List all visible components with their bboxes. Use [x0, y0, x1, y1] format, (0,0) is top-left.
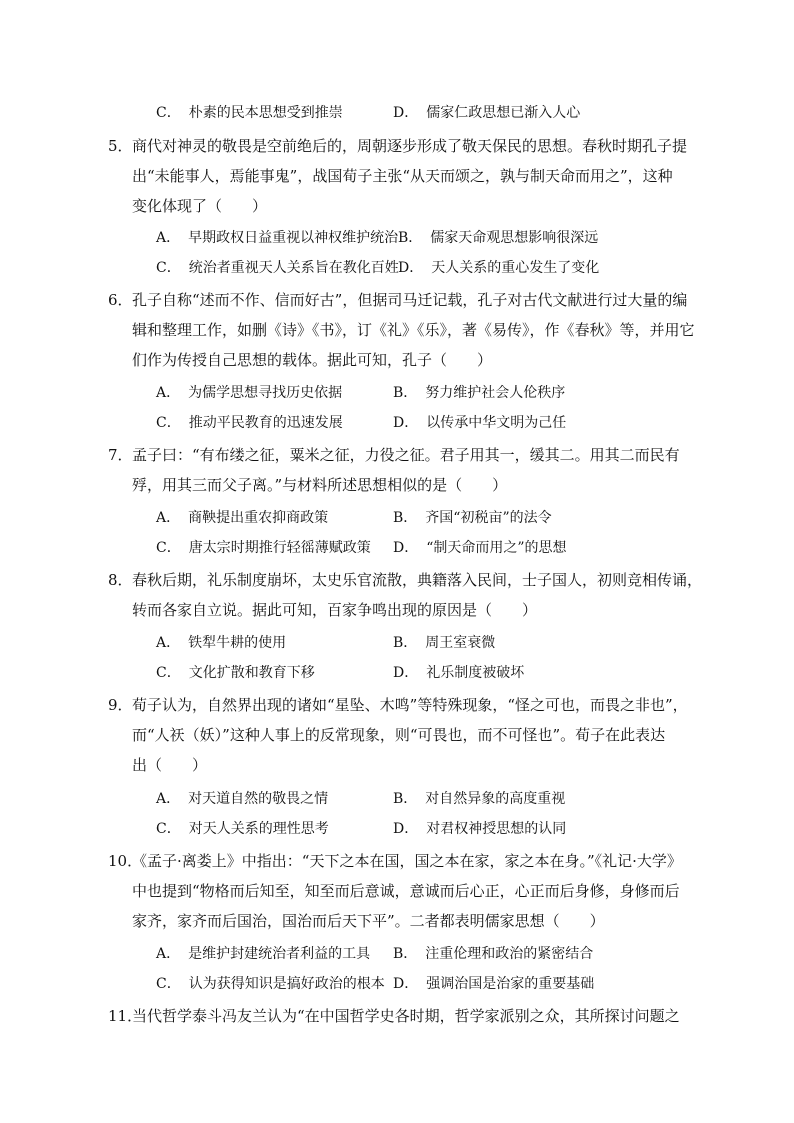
- option-letter: C．: [156, 665, 181, 681]
- question-text: 《孟子·离娄上》中指出：“天下之本在国，国之本在家，家之本在身。”《礼记·大学》: [132, 852, 682, 870]
- question-8-line-2: [132, 600, 692, 620]
- question-text: 辑和整理工作，如删《诗》《书》，订《礼》《乐》，著《易传》，作《春秋》等，并用它: [132, 321, 695, 339]
- option-text: 铁犁牛耕的使用: [188, 635, 287, 651]
- option-text: 对自然异象的高度重视: [425, 791, 566, 807]
- q7-option-d: [393, 538, 567, 558]
- question-number: 10．: [108, 852, 143, 870]
- option-letter: B．: [398, 230, 423, 246]
- question-6-line-1: [108, 290, 692, 310]
- option-text: 儒家天命观思想影响很深远: [430, 230, 599, 246]
- option-text: 儒家仁政思想已渐入人心: [426, 105, 581, 121]
- option-letter: A．: [156, 385, 181, 401]
- option-letter: B．: [393, 385, 418, 401]
- option-letter: A．: [156, 635, 181, 651]
- question-7-line-1: [108, 445, 692, 465]
- option-letter: B．: [393, 946, 418, 962]
- q8-option-b: [393, 633, 495, 653]
- option-text: 商鞅提出重农抑商政策: [188, 510, 329, 526]
- option-text: 强调治国是治家的重要基础: [426, 976, 595, 992]
- option-letter: D．: [393, 821, 419, 837]
- question-text: 们作为传授自己思想的载体。据此可知，孔子（ ）: [132, 351, 493, 369]
- option-text: 周王室衰微: [425, 635, 496, 651]
- option-letter: C．: [156, 415, 181, 431]
- q5-option-a: [156, 228, 398, 248]
- q8-option-d: [393, 663, 524, 683]
- option-letter: B．: [393, 635, 418, 651]
- question-7-line-2: [132, 475, 692, 495]
- question-text: 荀子认为，自然界出现的诸如“星坠、木鸣”等特殊现象，“怪之可也，而畏之非也”，: [132, 696, 688, 714]
- question-number: 5．: [108, 137, 133, 155]
- option-letter: D．: [393, 540, 419, 556]
- question-number: 6．: [108, 291, 133, 309]
- question-number: 9．: [108, 696, 133, 714]
- option-c: [156, 103, 343, 123]
- q5-option-b: [398, 228, 598, 248]
- option-text: 是维护封建统治者利益的工具: [188, 946, 371, 962]
- question-9-line-3: [132, 755, 692, 775]
- q10-option-a: [156, 944, 370, 964]
- q8-option-a: [156, 633, 286, 653]
- option-text: 天人关系的重心发生了变化: [431, 260, 600, 276]
- option-letter: C．: [156, 260, 181, 276]
- option-letter: D．: [393, 976, 419, 992]
- option-text: 早期政权日益重视以神权维护统治: [188, 230, 399, 246]
- question-text: 而“人祆（妖）”这种人事上的反常现象，则“可畏也，而不可怪也”。荀子在此表达: [132, 726, 666, 744]
- option-text: 礼乐制度被破坏: [426, 665, 525, 681]
- question-text: 中也提到“物格而后知至，知至而后意诚，意诚而后心正，心正而后身修，身修而后: [132, 882, 680, 900]
- question-number: 8．: [108, 571, 133, 589]
- question-text: 家齐，家齐而后国治，国治而后天下平”。二者都表明儒家思想（ ）: [132, 912, 605, 930]
- q6-option-c: [156, 413, 343, 433]
- q7-option-b: [393, 508, 552, 528]
- q10-option-d: [393, 974, 594, 994]
- option-text: 朴素的民本思想受到推崇: [188, 105, 343, 121]
- option-letter: A．: [156, 946, 181, 962]
- q5-option-d: [398, 258, 599, 278]
- question-text: 出（ ）: [132, 756, 208, 774]
- option-letter: D．: [393, 415, 419, 431]
- q5-option-c: [156, 258, 399, 278]
- option-letter: D．: [393, 665, 419, 681]
- question-6-line-2: [132, 320, 695, 340]
- question-number: 7．: [108, 446, 133, 464]
- option-text: 认为获得知识是搞好政治的根本: [188, 976, 385, 992]
- option-text: 对君权神授思想的认同: [426, 821, 567, 837]
- option-letter: C．: [156, 821, 181, 837]
- question-text: 变化体现了（ ）: [132, 197, 268, 215]
- option-letter: B．: [393, 791, 418, 807]
- q9-option-d: [393, 819, 566, 839]
- question-9-line-2: [132, 725, 692, 745]
- question-text: 转而各家自立说。据此可知，百家争鸣出现的原因是（ ）: [132, 601, 538, 619]
- question-text: 当代哲学泰斗冯友兰认为“在中国哲学史各时期，哲学家派别之众，其所探讨问题之: [132, 1007, 680, 1025]
- q9-option-a: [156, 789, 328, 809]
- question-8-line-1: [108, 570, 703, 590]
- question-text: 商代对神灵的敬畏是空前绝后的，周朝逐步形成了敬天保民的思想。春秋时期孔子提: [132, 137, 688, 155]
- option-text: 推动平民教育的迅速发展: [188, 415, 343, 431]
- option-letter: C．: [156, 976, 181, 992]
- question-text: 殍，用其三而父子离。”与材料所述思想相似的是（ ）: [132, 476, 508, 494]
- question-text: 春秋后期，礼乐制度崩坏，太史乐官流散，典籍落入民间，士子国人，初则竞相传诵，: [132, 571, 703, 589]
- option-letter: D．: [393, 105, 419, 121]
- question-text: 孟子曰：“有布缕之征，粟米之征，力役之征。君子用其一，缓其二。用其二而民有: [132, 446, 680, 464]
- question-9-line-1: [108, 695, 692, 715]
- option-letter: C．: [156, 105, 181, 121]
- option-text: 统治者重视天人关系旨在教化百姓: [188, 260, 399, 276]
- option-letter: C．: [156, 540, 181, 556]
- option-letter: D．: [398, 260, 424, 276]
- question-text: 孔子自称“述而不作、信而好古”，但据司马迁记载，孔子对古代文献进行过大量的编: [132, 291, 688, 309]
- question-10-line-2: [132, 881, 692, 901]
- question-text: 出“未能事人，焉能事鬼”，战国荀子主张“从天而颂之，孰与制天命而用之”，这种: [132, 167, 673, 185]
- option-letter: A．: [156, 791, 181, 807]
- option-text: 努力维护社会人伦秩序: [425, 385, 566, 401]
- q8-option-c: [156, 663, 315, 683]
- option-text: 为儒学思想寻找历史依据: [188, 385, 343, 401]
- option-text: 唐太宗时期推行轻徭薄赋政策: [188, 540, 371, 556]
- option-text: 对天道自然的敬畏之情: [188, 791, 329, 807]
- question-10-line-3: [132, 911, 692, 931]
- q6-option-a: [156, 383, 342, 403]
- question-6-line-3: [132, 350, 692, 370]
- option-d: [393, 103, 580, 123]
- question-10-line-1: [108, 851, 692, 871]
- question-5-line-3: [132, 196, 692, 216]
- option-text: 齐国“初税亩”的法令: [425, 510, 552, 526]
- option-text: 对天人关系的理性思考: [188, 821, 329, 837]
- option-letter: B．: [393, 510, 418, 526]
- question-number: 11．: [108, 1007, 143, 1025]
- option-text: 注重伦理和政治的紧密结合: [425, 946, 594, 962]
- q9-option-b: [393, 789, 565, 809]
- option-letter: A．: [156, 510, 181, 526]
- option-text: 文化扩散和教育下移: [188, 665, 315, 681]
- option-text: “制天命而用之”的思想: [426, 540, 567, 556]
- q10-option-b: [393, 944, 593, 964]
- q7-option-c: [156, 538, 371, 558]
- q6-option-b: [393, 383, 565, 403]
- question-11-line-1: [108, 1006, 692, 1026]
- option-letter: A．: [156, 230, 181, 246]
- question-5-line-2: [132, 166, 692, 186]
- q6-option-d: [393, 413, 566, 433]
- question-5-line-1: [108, 136, 692, 156]
- q10-option-c: [156, 974, 385, 994]
- option-text: 以传承中华文明为己任: [426, 415, 567, 431]
- q9-option-c: [156, 819, 329, 839]
- q7-option-a: [156, 508, 328, 528]
